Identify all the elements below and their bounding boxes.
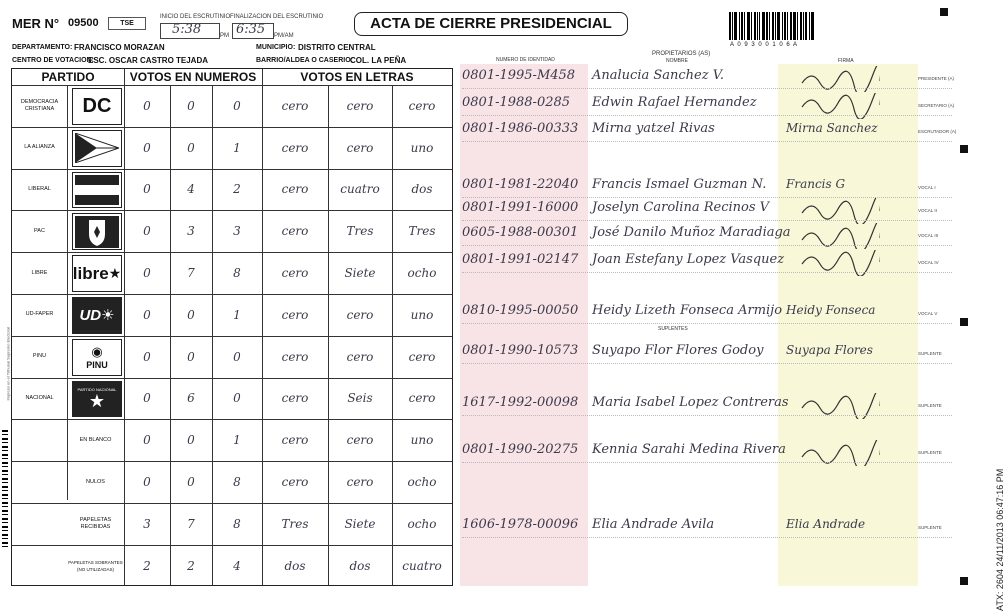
vote-word: cero	[281, 266, 309, 281]
vote-word: Tres	[346, 224, 374, 239]
vote-digit: 8	[233, 266, 241, 281]
vote-word: dos	[411, 182, 433, 197]
member-role: SUPLENTE	[918, 403, 942, 408]
vote-word: uno	[410, 140, 434, 155]
member-name: Francis Ismael Guzman N.	[592, 177, 767, 192]
vote-table	[11, 68, 453, 586]
vote-word: uno	[410, 307, 434, 322]
suplentes-label: SUPLENTES	[658, 326, 688, 332]
fin-suffix: PM/AM	[274, 33, 294, 39]
vote-digit: 2	[233, 182, 241, 197]
member-name: Elia Andrade Avila	[592, 517, 715, 532]
party-name: PAPELETAS SOBRANTES (NO UTILIZADAS)	[68, 559, 123, 572]
member-name: José Danilo Muñoz Maradiaga	[592, 225, 791, 240]
ud-logo-text: UD	[79, 306, 102, 324]
firma-label: FIRMA	[838, 58, 854, 64]
vote-digit: 3	[233, 224, 241, 239]
identity-number: 1617-1992-00098	[462, 395, 579, 410]
inicio-label: INICIO DEL ESCRUTINIO	[160, 14, 231, 20]
nombre-label: NOMBRE	[666, 58, 688, 64]
vote-word: cero	[346, 349, 374, 364]
vote-digit: 0	[233, 98, 241, 113]
party-name: DEMOCRACIA CRISTIANA	[20, 98, 59, 112]
numero-identidad-label: NUMERO DE IDENTIDAD	[496, 57, 555, 63]
signature-line	[462, 323, 952, 324]
vote-word: cuatro	[402, 558, 442, 573]
side-stamp: ATX: 2604 24/11/2013 06:47:16 PM	[995, 468, 1005, 611]
vote-digit: 0	[143, 307, 151, 322]
member-role: SUPLENTE	[918, 525, 942, 530]
party-name: LIBERAL	[28, 185, 51, 192]
party-logo	[72, 213, 122, 250]
pac-shield-icon	[75, 216, 119, 248]
identity-number: 0801-1990-20275	[462, 442, 579, 457]
fin-label: FINALIZACION DEL ESCRUTINIO	[230, 14, 324, 20]
identity-number: 0801-1995-M458	[462, 68, 576, 83]
vote-digit: 3	[187, 224, 195, 239]
identity-number: 0810-1995-00050	[462, 303, 579, 318]
municipio-value: DISTRITO CENTRAL	[298, 43, 376, 52]
vote-word: cero	[346, 475, 374, 490]
vote-digit: 7	[187, 516, 195, 531]
party-name: PAPELETAS RECIBIDAS	[79, 516, 112, 530]
vote-digit: 0	[187, 475, 195, 490]
votos-letras-header: VOTOS EN LETRAS	[300, 70, 414, 84]
party-logo	[72, 297, 122, 334]
vote-digit: 0	[143, 140, 151, 155]
centro-value: ESC. OSCAR CASTRO TEJADA	[88, 56, 209, 65]
vote-word: cero	[408, 98, 436, 113]
vote-digit: 0	[143, 224, 151, 239]
signature-line	[462, 363, 952, 364]
vote-word: Siete	[344, 266, 376, 281]
identity-number: 0801-1991-16000	[462, 200, 579, 215]
vote-digit: 1	[233, 307, 241, 322]
tse-logo: TSE	[108, 17, 146, 30]
departamento-value: FRANCISCO MORAZAN	[74, 43, 165, 52]
vote-digit: 0	[187, 307, 195, 322]
vote-word: cuatro	[340, 182, 380, 197]
barcode	[729, 12, 823, 40]
vote-digit: 0	[143, 475, 151, 490]
member-name: Maria Isabel Lopez Contreras	[592, 395, 789, 410]
party-name: NACIONAL	[25, 394, 54, 401]
vote-word: cero	[408, 349, 436, 364]
member-name: Joan Estefany Lopez Vasquez	[592, 252, 785, 267]
party-name: NULOS	[86, 478, 105, 485]
vote-digit: 0	[187, 140, 195, 155]
identity-number: 0801-1981-22040	[462, 177, 579, 192]
vote-digit: 1	[233, 140, 241, 155]
member-role: VOCAL II	[918, 208, 937, 213]
municipio-label: MUNICIPIO:	[256, 44, 296, 51]
identity-number: 0801-1988-0285	[462, 95, 571, 110]
party-name: EN BLANCO	[79, 436, 112, 443]
signature-text: Francis G	[786, 177, 846, 191]
member-role: VOCAL V	[918, 311, 938, 316]
vote-digit: 0	[143, 98, 151, 113]
member-name: Edwin Rafael Hernandez	[592, 95, 757, 110]
partido-header: PARTIDO	[41, 70, 95, 84]
mer-number: 09500	[68, 17, 99, 29]
vote-digit: 0	[143, 349, 151, 364]
star-icon: ★	[88, 391, 106, 412]
signature-text: Heidy Fonseca	[786, 303, 876, 317]
id-column-shade	[460, 64, 588, 586]
vote-word: ocho	[407, 516, 437, 531]
member-name: Heidy Lizeth Fonseca Armijo	[592, 303, 783, 318]
party-name: LIBRE	[31, 269, 48, 276]
vote-word: cero	[281, 98, 309, 113]
signature-text: Suyapa Flores	[786, 343, 873, 357]
party-logo	[72, 339, 122, 376]
member-role: VOCAL I	[918, 185, 936, 190]
vote-word: cero	[346, 98, 374, 113]
vote-digit: 6	[187, 391, 195, 406]
vote-digit: 0	[187, 349, 195, 364]
party-logo	[72, 88, 122, 125]
party-logo	[72, 130, 122, 167]
left-vertical-text: Impreso en el Tribunal Supremo Electoral	[5, 326, 11, 401]
liberal-flag-icon	[75, 175, 119, 205]
vote-word: cero	[346, 433, 374, 448]
barcode-number: A 0 9 3 0 0 1 0 6 A	[730, 42, 799, 48]
star-icon: ★	[108, 265, 122, 282]
header-mark	[940, 8, 948, 16]
signature-text: Elia Andrade	[786, 517, 866, 531]
vote-word: cero	[281, 433, 309, 448]
member-role: ESCRUTADOR (A)	[918, 129, 957, 134]
vote-digit: 0	[233, 391, 241, 406]
vote-digit: 2	[143, 558, 151, 573]
right-mark-1	[960, 145, 968, 153]
vote-digit: 0	[143, 433, 151, 448]
vote-digit: 1	[233, 433, 241, 448]
signature-text: Mirna Sanchez	[786, 121, 878, 135]
member-role: SUPLENTE	[918, 351, 942, 356]
signature-line	[462, 245, 952, 246]
signature-line	[462, 141, 952, 142]
member-role: VOCAL III	[918, 233, 939, 238]
left-vertical-barcode	[2, 430, 8, 550]
dc-logo-text: DC	[82, 94, 112, 117]
signature-line	[462, 537, 952, 538]
inicio-value: 5:38	[172, 22, 202, 37]
member-role: SECRETARIO (A)	[918, 103, 955, 108]
sun-icon: ☀	[101, 307, 115, 325]
identity-number: 0801-1990-10573	[462, 343, 579, 358]
vote-digit: 0	[187, 433, 195, 448]
identity-number: 0801-1986-00333	[462, 121, 579, 136]
departamento-label: DEPARTAMENTO:	[12, 44, 73, 51]
party-name: PAC	[34, 227, 45, 234]
centro-label: CENTRO DE VOTACION:	[12, 57, 94, 64]
identity-number: 0801-1991-02147	[462, 252, 579, 267]
vote-digit: 0	[143, 182, 151, 197]
right-mark-2	[960, 318, 968, 326]
vote-digit: 8	[233, 475, 241, 490]
pinu-emblem-icon: ◉	[91, 344, 103, 360]
identity-number: 1606-1978-00096	[462, 517, 579, 532]
vote-word: cero	[281, 475, 309, 490]
document-title: ACTA DE CIERRE PRESIDENCIAL	[354, 12, 628, 36]
barrio-label: BARRIO/ALDEA O CASERIO:	[256, 57, 353, 64]
signature-line	[462, 272, 952, 273]
vote-word: ocho	[407, 266, 437, 281]
vote-digit: 0	[233, 349, 241, 364]
mer-label: MER N°	[12, 16, 60, 31]
party-logo	[72, 172, 122, 209]
vote-word: Seis	[347, 391, 373, 406]
member-name: Joselyn Carolina Recinos V	[592, 200, 770, 215]
vote-digit: 8	[233, 516, 241, 531]
member-name: Kennia Sarahi Medina Rivera	[592, 442, 786, 457]
member-role: SUPLENTE	[918, 450, 942, 455]
party-name: LA ALIANZA	[24, 144, 55, 151]
vote-digit: 0	[143, 266, 151, 281]
party-name: UD-FAPER	[25, 311, 54, 318]
vote-word: cero	[281, 307, 309, 322]
vote-digit: 0	[143, 391, 151, 406]
member-role: VOCAL IV	[918, 260, 939, 265]
vote-digit: 7	[187, 266, 195, 281]
vote-word: uno	[410, 433, 434, 448]
vote-word: Tres	[408, 224, 436, 239]
firma-column-shade	[778, 64, 918, 586]
vote-word: Tres	[281, 516, 309, 531]
party-name: PINU	[32, 353, 47, 360]
signature-line	[462, 462, 952, 463]
inicio-suffix: PM	[220, 33, 229, 39]
fin-value: 6:35	[236, 22, 266, 37]
barrio-value: COL. LA PEÑA	[350, 56, 407, 65]
vote-word: cero	[281, 140, 309, 155]
vote-word: cero	[281, 182, 309, 197]
member-role: PRESIDENTE (A)	[918, 76, 955, 81]
signature-line	[462, 115, 952, 116]
vote-word: cero	[346, 140, 374, 155]
vote-word: dos	[349, 558, 371, 573]
signature-line	[462, 220, 952, 221]
libre-logo-text: libre	[72, 263, 109, 283]
vote-digit: 0	[187, 98, 195, 113]
member-name: Mirna yatzel Rivas	[592, 121, 715, 136]
vote-word: cero	[281, 391, 309, 406]
member-name: Suyapo Flor Flores Godoy	[592, 343, 764, 358]
nacional-logo-text: PARTIDO NACIONAL	[77, 387, 117, 393]
signature-line	[462, 88, 952, 89]
party-logo	[72, 255, 122, 292]
alianza-flag-icon	[75, 133, 119, 163]
right-mark-3	[960, 577, 968, 585]
party-logo	[72, 381, 122, 418]
votos-numeros-header: VOTOS EN NUMEROS	[129, 70, 257, 84]
vote-word: cero	[281, 224, 309, 239]
vote-word: ocho	[407, 475, 437, 490]
vote-word: Siete	[344, 516, 376, 531]
vote-digit: 2	[187, 558, 195, 573]
vote-word: cero	[281, 349, 309, 364]
member-name: Analucia Sanchez V.	[592, 68, 724, 83]
signature-line	[462, 415, 952, 416]
vote-word: cero	[408, 391, 436, 406]
pinu-logo-text: PINU	[86, 360, 108, 371]
identity-number: 0605-1988-00301	[462, 225, 579, 240]
vote-word: dos	[284, 558, 306, 573]
vote-digit: 4	[187, 182, 195, 197]
vote-digit: 4	[233, 558, 241, 573]
vote-digit: 3	[143, 516, 151, 531]
vote-word: cero	[346, 307, 374, 322]
propietarios-label: PROPIETARIOS (AS)	[652, 51, 711, 57]
